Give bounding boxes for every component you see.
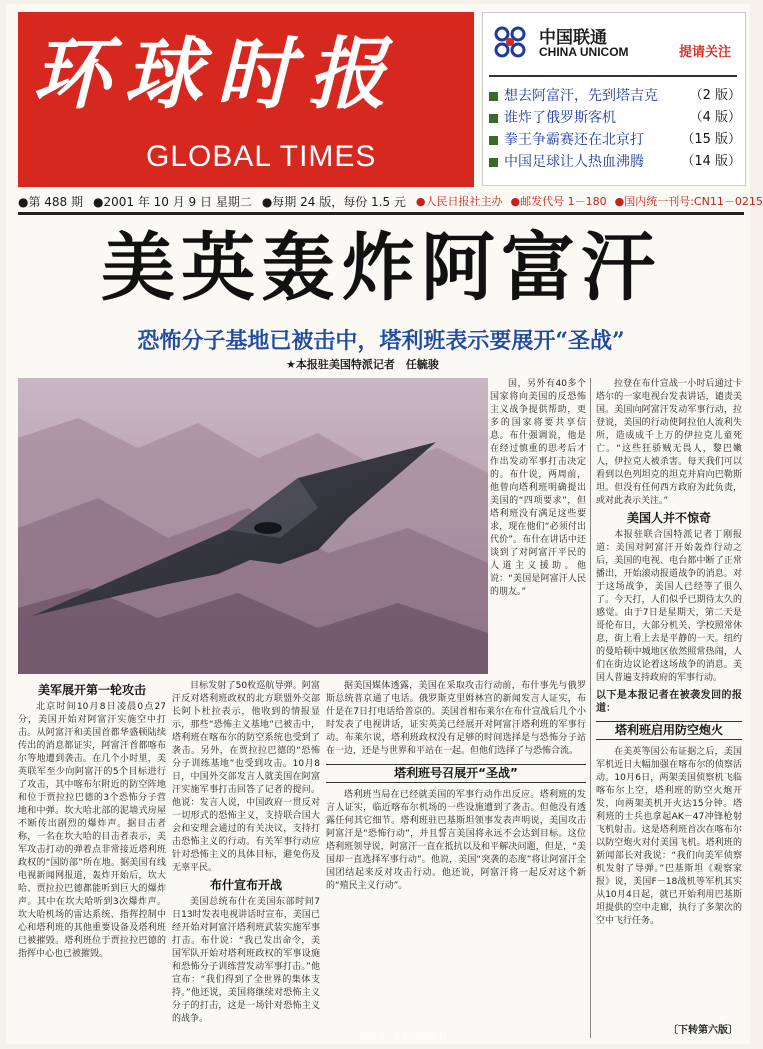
teaser-edition: （4 版） xyxy=(689,110,741,125)
teaser-edition: （14 版） xyxy=(681,154,741,169)
photo-caption: 美国 B－2 隐形轰炸机 xyxy=(358,1032,448,1042)
article-column-intro xyxy=(490,378,586,674)
bullet-square-icon xyxy=(489,114,498,123)
article-column-1 xyxy=(18,680,166,1040)
section-heading: 美军展开第一轮攻击 xyxy=(37,683,146,697)
report-note: 以下是本报记者在被袭发回的报道： xyxy=(596,690,742,714)
article-paragraph: 北京时间10月8日凌晨0点27分，美国开始对阿富汗实施空中打击。从阿富汗和美国首都华盛顿陆续传出的消息都证实，阿富汗首都喀布尔等地遭到袭击。在几个小时里，美英联军至少向阿富汗的5个目标进行了攻击，其中喀布尔附近的防空阵地和位于贾拉拉巴德的3个恐怖分子营地和中弹。坎大哈北部的泥墙式房屋不断传出剧烈的爆炸声。据目击者称，一名在坎大哈的目击者表示，美军攻击打动的弹着点非常接近塔利班政权的“国防部”所在地。据美国有线电视新闻网报道，轰炸开始后，坎大哈、贾拉拉巴德都能听到巨大的爆炸声。其中在坎大哈听到3次爆炸声。坎大哈机场的雷达系统、指挥控制中心和塔利班的其他重要设备及塔利班已被摧毁。塔利班位于贾拉拉巴德的指挥中心也已被摧毁。 xyxy=(18,702,166,959)
issue-date: ●2001 年 10 月 9 日 星期二 xyxy=(93,194,252,209)
article-paragraph: 据美国媒体透露，美国在采取攻击行动前，布什事先与俄罗斯总统普京通了电话。俄罗斯克里姆林宫的新闻发言人证实，布什是在7日打电话给普京的。美国首相布莱尔在布什宣战后几个小时发表了电视讲话，证实英美已经展开对阿富汗塔利班的军事行动。布莱尔说，塔利班政权没有足够的时间选择是与恐怖分子站在一边，还是与世界和平站在一起。但他们选择了与恐怖合流。 xyxy=(326,681,586,756)
section-heading: 塔利班号召展开“圣战” xyxy=(326,764,586,783)
lead-headline: 美英轰炸阿富汗 xyxy=(101,225,661,311)
article-paragraph: 拉登在布什宣战一小时后通过卡塔尔的一家电视台发表讲话，谴责美国。美国向阿富汗发动军事行动，拉登说，美国的行动使阿拉伯人流利失所，造成成千上万的伊拉克儿童死亡。“这些狂骄贼无畏人，黎巴嫩人，伊拉克人被杀害。每天我们可以看到以色列坦克的坦克并肩向巴勒斯坦。但没有任何西方政府为此负责，或对此表示关注。” xyxy=(596,379,742,506)
bullet-square-icon xyxy=(489,158,498,167)
article-column-4 xyxy=(596,378,742,1026)
masthead-title-cn: 环球时报 xyxy=(32,29,401,120)
article-paragraph: 本报驻联合国特派记者丁刚报道：美国对阿富汗开始轰炸行动之后，美国的电视、电台都中断了正常播出，开始滚动报道战争的消息。对于这场战争，美国人已经等了很久了。今天打，人们似乎已期待太久的感觉。由于7日是星期天，第二天是哥伦布日，大部分机关、学校照常休息，街上看上去是平静的一天。纽约的曼哈顿中城地区依然照常热闹，人们在街边议论着这场战争的消息。美国人普遍支持政府的军事行动。 xyxy=(596,530,742,683)
lead-byline: ★本报驻美国特派记者 任毓骏 xyxy=(286,358,439,371)
article-column-2 xyxy=(172,680,320,1040)
teaser-text: 拳王争霸赛还在北京打 xyxy=(504,132,644,148)
article-paragraph: 美国总统布什在美国东部时间7日13时发表电视讲话时宣布，美国已经开始对阿富汗塔利班武装实施军事打击。布什说：“我已发出命令，美国军队开始对塔利班政权的军事设施和恐怖分子训练营发动军事打击。”他宣布：“我们得到了全世界的集体支持。”他还说，美国将继续对恐怖主义分子的打击，这是一场针对恐怖主义的战争。 xyxy=(172,897,320,1024)
continued-notice[interactable]: 〔下转第六版〕 xyxy=(668,1025,738,1036)
publisher: ●人民日报社主办 xyxy=(415,195,503,208)
article-paragraph: 在美英等国公布证据之后，美国军机近日大幅加强在喀布尔的侦察活动。10月6日，两架美国侦察机飞临喀布尔上空，塔利班的防空火炮开发，向两架美机开火达15分钟。塔利班的士兵也拿起AK－47冲锋枪射飞机射击。这是塔利班首次在喀布尔以防空炮火对付美国飞机。塔利班的新闻部长对我说：“我们向美军侦察机发射了导弹。”巴基斯坦《观察家报》说，美国F－18战机等军机其实从10月4日起，就已开始利用巴基斯坦提供的空中走廊，执行了多架次的空中飞行任务。 xyxy=(596,747,742,926)
article-paragraph: 国，另外有40多个国家将向美国的反恐怖主义战争提供帮助，更多的国家将要共享信息。布什强调说，他是在经过慎重的思考后才作出发动军事打击决定的。布什说，两周前，他曾向塔利班明确提出美国的“四项要求”，但塔利班没有满足这些要求，现在他们“必须付出代价”。布什在讲话中还谈到了对阿富汗平民的人道主义援助。他说：“美国是阿富汗人民的朋友。” xyxy=(490,379,586,597)
section-heading: 塔利班启用防空炮火 xyxy=(596,721,742,740)
postal-code: ●邮发代号 1－180 xyxy=(510,195,607,208)
teaser-list xyxy=(489,85,741,173)
masthead-title-en: GLOBAL TIMES xyxy=(146,140,377,173)
sponsor-divider xyxy=(489,75,737,77)
teaser-edition: （15 版） xyxy=(681,132,741,147)
issue-number: ●第 488 期 xyxy=(18,194,84,209)
article-paragraph: 目标发射了50枚巡航导弹。阿富汗反对塔利班政权的北方联盟外交部长阿卜杜拉表示，他收到的情报显示，那些“恐怖主义基地”已被击中，塔利班在喀布尔的防空系统也受到了袭击。另外，在贾拉拉巴德的“恐怖分子训练基地”也受到攻击。10月8日，中国外交部发言人就美国在阿富汗实施军事打击回答了记者的提问。他说：发言人说，中国政府一贯反对一切形式的恐怖主义，支持联合国大会和安理会通过的有关决议，支持打击恐怖主义的行动。有关军事行动应针对恐怖主义的具体目标，避免伤及无辜平民。 xyxy=(172,681,320,873)
section-heading: 布什宣布开战 xyxy=(209,878,282,892)
bullet-square-icon xyxy=(489,92,498,101)
teaser-item[interactable] xyxy=(489,129,741,151)
article-column-3 xyxy=(326,680,586,1040)
teaser-item[interactable] xyxy=(489,85,741,107)
masthead xyxy=(18,12,474,187)
sponsor-box xyxy=(482,12,746,186)
article-paragraph: 塔利班当局在已经就美国的军事行动作出反应。塔利班的发言人证实，临近喀布尔机场的一些设施遭到了袭击。但他没有透露任何其它细节。塔利班驻巴基斯坦领事发表声明说，美国攻击阿富汗是“恐怖行动”，并且誓言美国将永远不会达到目标。这位塔利班领导说，阿富汗一直在抵抗以及和平解决问题，但是，“美国却一直选择军事行动”。他说，美国“突袭的态度”将让阿富汗全国团结起来反对攻击行动。他还说，阿富汗将一起反对这个新的“殖民主义行动”。 xyxy=(326,790,586,891)
unicom-logo-icon xyxy=(489,21,531,63)
sponsor-name-en: CHINA UNICOM xyxy=(539,45,629,59)
teaser-edition: （2 版） xyxy=(689,88,741,103)
lead-subhead: 恐怖分子基地已被击中，塔利班表示要展开“圣战” xyxy=(137,328,625,354)
b2-bomber-photo xyxy=(18,378,488,674)
teaser-text: 中国足球让人热血沸腾 xyxy=(504,154,644,170)
newspaper-page xyxy=(6,4,763,1044)
cn-number: ●国内统一刊号:CN11－0215 xyxy=(614,195,763,208)
teaser-item[interactable] xyxy=(489,151,741,173)
issue-info-bar xyxy=(18,192,763,210)
sponsor-note: 提请关注 xyxy=(679,45,732,60)
teaser-text: 想去阿富汗，先到塔吉克 xyxy=(504,88,658,104)
bullet-square-icon xyxy=(489,136,498,145)
teaser-item[interactable] xyxy=(489,107,741,129)
issue-pages-price: ●每期 24 版，每份 1.5 元 xyxy=(261,194,406,209)
header-rule xyxy=(18,212,744,215)
teaser-text: 谁炸了俄罗斯客机 xyxy=(504,110,616,126)
column-divider xyxy=(590,378,591,1038)
sponsor-name-cn: 中国联通 xyxy=(539,28,607,48)
section-heading: 美国人并不惊奇 xyxy=(626,511,711,525)
